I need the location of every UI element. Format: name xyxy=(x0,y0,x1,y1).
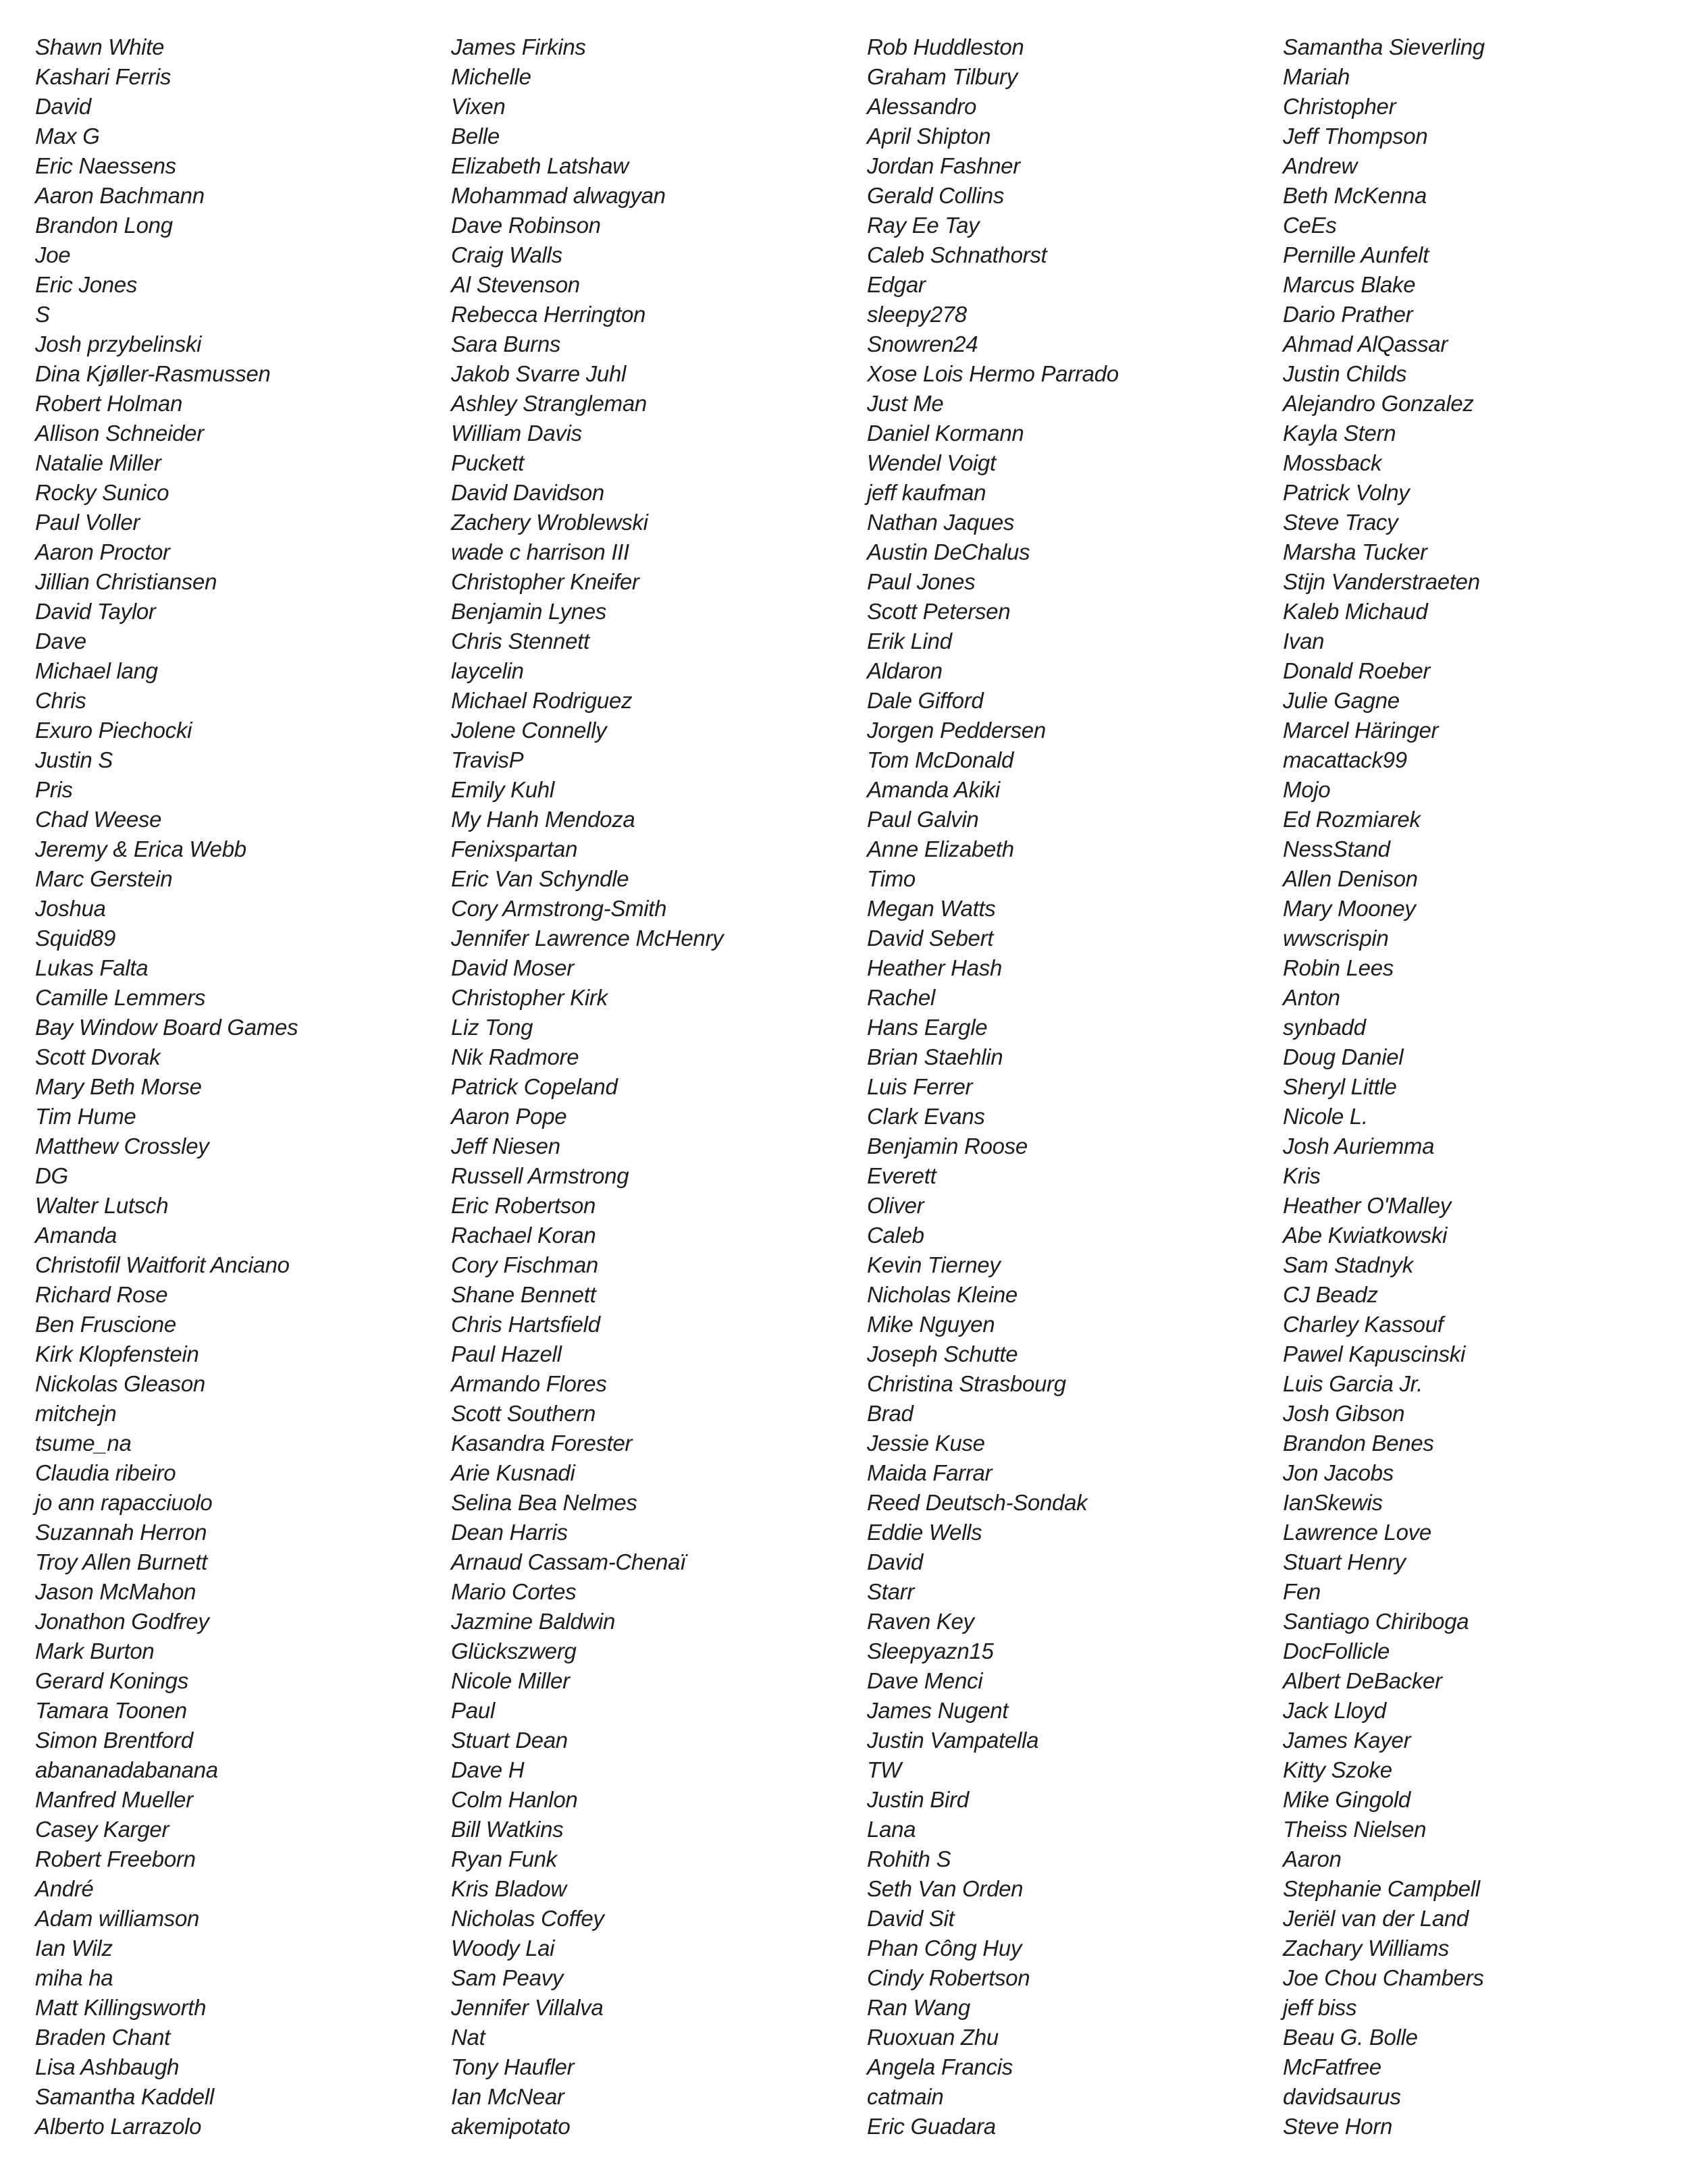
name-entry: Lukas Falta xyxy=(35,955,149,980)
name-entry: Caleb xyxy=(867,1223,924,1248)
name-entry: Benjamin Roose xyxy=(867,1134,1028,1158)
name-entry: Adam williamson xyxy=(35,1906,200,1931)
name-entry: Kasandra Forester xyxy=(451,1431,633,1456)
name-entry: Paul Jones xyxy=(867,569,976,594)
name-entry: Eddie Wells xyxy=(867,1520,982,1545)
name-entry: Jessie Kuse xyxy=(867,1431,985,1456)
name-entry: Braden Chant xyxy=(35,2025,171,2050)
name-entry: Ed Rozmiarek xyxy=(1283,807,1421,832)
name-entry: Beau G. Bolle xyxy=(1283,2025,1418,2050)
name-entry: Nathan Jaques xyxy=(867,510,1015,535)
name-entry: Jeff Niesen xyxy=(451,1134,560,1158)
name-entry: Amanda xyxy=(35,1223,117,1248)
name-entry: Aaron Proctor xyxy=(35,539,170,564)
name-entry: Jeff Thompson xyxy=(1283,124,1428,149)
name-entry: Stephanie Campbell xyxy=(1283,1876,1480,1901)
name-entry: Ran Wang xyxy=(867,1995,970,2020)
name-entry: Patrick Copeland xyxy=(451,1074,618,1099)
name-entry: abananadabanana xyxy=(35,1757,218,1782)
name-entry: DG xyxy=(35,1163,68,1188)
name-entry: Graham Tilbury xyxy=(867,64,1018,89)
name-entry: Michelle xyxy=(451,64,531,89)
name-entry: Patrick Volny xyxy=(1283,480,1410,505)
name-entry: Nik Radmore xyxy=(451,1044,579,1069)
name-entry: Chris xyxy=(35,688,86,713)
name-entry: Kris Bladow xyxy=(451,1876,566,1901)
name-entry: Josh Gibson xyxy=(1283,1401,1405,1426)
name-entry: Simon Brentford xyxy=(35,1728,193,1753)
name-entry: Mariah xyxy=(1283,64,1350,89)
name-entry: Justin Bird xyxy=(867,1787,969,1812)
name-entry: Natalie Miller xyxy=(35,450,161,475)
name-entry: Brian Staehlin xyxy=(867,1044,1003,1069)
name-entry: David xyxy=(35,94,91,119)
name-entry: David Taylor xyxy=(35,599,156,624)
name-entry: jeff biss xyxy=(1283,1995,1357,2020)
name-entry: laycelin xyxy=(451,658,524,683)
name-entry: Tim Hume xyxy=(35,1104,136,1129)
name-entry: Maida Farrar xyxy=(867,1460,993,1485)
name-entry: Kayla Stern xyxy=(1283,421,1396,446)
name-entry: Eric Naessens xyxy=(35,153,176,178)
name-entry: Aaron Pope xyxy=(451,1104,567,1129)
name-entry: Raven Key xyxy=(867,1609,974,1634)
name-entry: Dario Prather xyxy=(1283,302,1413,327)
name-entry: IanSkewis xyxy=(1283,1490,1383,1515)
name-entry: Scott Dvorak xyxy=(35,1044,161,1069)
name-entry: Aaron xyxy=(1283,1846,1342,1871)
name-entry: Marc Gerstein xyxy=(35,866,173,891)
name-entry: Christopher Kneifer xyxy=(451,569,639,594)
name-entry: Christina Strasbourg xyxy=(867,1371,1066,1396)
name-entry: Abe Kwiatkowski xyxy=(1283,1223,1448,1248)
name-entry: Colm Hanlon xyxy=(451,1787,578,1812)
name-entry: William Davis xyxy=(451,421,582,446)
name-entry: akemipotato xyxy=(451,2114,571,2139)
name-entry: Amanda Akiki xyxy=(867,777,1000,802)
name-entry: Christopher Kirk xyxy=(451,985,608,1010)
name-entry: David Sebert xyxy=(867,926,994,951)
name-entry: Beth McKenna xyxy=(1283,183,1427,208)
name-entry: Eric Guadara xyxy=(867,2114,996,2139)
name-entry: James Firkins xyxy=(451,34,586,59)
name-entry: Brandon Benes xyxy=(1283,1431,1434,1456)
name-entry: Rohith S xyxy=(867,1846,951,1871)
name-entry: Mossback xyxy=(1283,450,1382,475)
name-entry: Stijn Vanderstraeten xyxy=(1283,569,1480,594)
name-entry: Scott Southern xyxy=(451,1401,596,1426)
name-entry: Ray Ee Tay xyxy=(867,213,980,238)
name-entry: Walter Lutsch xyxy=(35,1193,169,1218)
name-entry: Jorgen Peddersen xyxy=(867,718,1046,743)
name-entry: Lisa Ashbaugh xyxy=(35,2054,180,2079)
name-entry: macattack99 xyxy=(1283,747,1407,772)
name-entry: Jonathon Godfrey xyxy=(35,1609,209,1634)
name-entry: jeff kaufman xyxy=(867,480,986,505)
name-entry: Jazmine Baldwin xyxy=(451,1609,616,1634)
name-entry: Mario Cortes xyxy=(451,1579,577,1604)
name-entry: Ahmad AlQassar xyxy=(1283,331,1448,356)
name-entry: Arnaud Cassam-Chenaï xyxy=(451,1549,687,1574)
name-entry: Benjamin Lynes xyxy=(451,599,607,624)
name-entry: Austin DeChalus xyxy=(867,539,1030,564)
name-entry: Craig Walls xyxy=(451,242,562,267)
name-entry: Hans Eargle xyxy=(867,1015,988,1040)
name-entry: DocFollicle xyxy=(1283,1639,1390,1663)
name-entry: Phan Công Huy xyxy=(867,1936,1022,1961)
name-entry: Alejandro Gonzalez xyxy=(1283,391,1474,416)
name-entry: Theiss Nielsen xyxy=(1283,1817,1427,1842)
name-entry: Xose Lois Hermo Parrado xyxy=(867,361,1119,386)
name-entry: Troy Allen Burnett xyxy=(35,1549,208,1574)
name-entry: Samantha Sieverling xyxy=(1283,34,1485,59)
name-entry: Cory Armstrong-Smith xyxy=(451,896,667,921)
name-entry: Heather Hash xyxy=(867,955,1003,980)
name-entry: Sheryl Little xyxy=(1283,1074,1397,1099)
name-entry: Michael Rodriguez xyxy=(451,688,633,713)
name-entry: Brad xyxy=(867,1401,914,1426)
name-entry: synbadd xyxy=(1283,1015,1366,1040)
name-entry: Steve Horn xyxy=(1283,2114,1393,2139)
name-entry: Fenixspartan xyxy=(451,836,578,861)
name-entry: NessStand xyxy=(1283,836,1390,861)
name-entry: Vixen xyxy=(451,94,506,119)
name-entry: Elizabeth Latshaw xyxy=(451,153,629,178)
name-entry: Seth Van Orden xyxy=(867,1876,1024,1901)
name-entry: Matthew Crossley xyxy=(35,1134,209,1158)
name-entry: Mike Gingold xyxy=(1283,1787,1410,1812)
name-entry: Rob Huddleston xyxy=(867,34,1024,59)
name-entry: sleepy278 xyxy=(867,302,967,327)
name-entry: Megan Watts xyxy=(867,896,996,921)
name-entry: Mark Burton xyxy=(35,1639,155,1663)
name-entry: Liz Tong xyxy=(451,1015,533,1040)
name-entry: Allen Denison xyxy=(1283,866,1418,891)
name-entry: Dave H xyxy=(451,1757,525,1782)
name-entry: David Davidson xyxy=(451,480,604,505)
name-entry: Anne Elizabeth xyxy=(867,836,1014,861)
name-entry: André xyxy=(35,1876,94,1901)
name-entry: Fen xyxy=(1283,1579,1321,1604)
name-entry: Pris xyxy=(35,777,73,802)
name-entry: Paul Hazell xyxy=(451,1341,562,1366)
name-entry: Rocky Sunico xyxy=(35,480,169,505)
name-entry: Dean Harris xyxy=(451,1520,568,1545)
name-entry: Ian McNear xyxy=(451,2084,564,2109)
name-entry: Heather O'Malley xyxy=(1283,1193,1452,1218)
name-entry: Camille Lemmers xyxy=(35,985,206,1010)
name-entry: Alberto Larrazolo xyxy=(35,2114,202,2139)
name-entry: Sam Peavy xyxy=(451,1965,564,1990)
name-entry: Shawn White xyxy=(35,34,165,59)
name-entry: Mary Beth Morse xyxy=(35,1074,202,1099)
name-entry: Robert Freeborn xyxy=(35,1846,196,1871)
name-entry: Sara Burns xyxy=(451,331,561,356)
name-entry: Kaleb Michaud xyxy=(1283,599,1428,624)
name-entry: Ruoxuan Zhu xyxy=(867,2025,999,2050)
name-entry: Jillian Christiansen xyxy=(35,569,217,594)
name-entry: Scott Petersen xyxy=(867,599,1011,624)
name-entry: catmain xyxy=(867,2084,944,2109)
name-entry: Andrew xyxy=(1283,153,1358,178)
name-entry: Shane Bennett xyxy=(451,1282,596,1307)
name-entry: Joe Chou Chambers xyxy=(1283,1965,1484,1990)
name-entry: Marcel Häringer xyxy=(1283,718,1439,743)
name-entry: Zachery Wroblewski xyxy=(451,510,648,535)
name-entry: Allison Schneider xyxy=(35,421,204,446)
name-entry: Dale Gifford xyxy=(867,688,984,713)
name-column-4 xyxy=(1283,32,1688,2141)
name-entry: Wendel Voigt xyxy=(867,450,996,475)
name-entry: Gerald Collins xyxy=(867,183,1005,208)
name-entry: Steve Tracy xyxy=(1283,510,1398,535)
name-entry: Joe xyxy=(35,242,71,267)
name-entry: Sam Stadnyk xyxy=(1283,1252,1413,1277)
name-entry: Chris Stennett xyxy=(451,629,589,654)
name-entry: Nicole Miller xyxy=(451,1668,570,1693)
name-entry: Jon Jacobs xyxy=(1283,1460,1394,1485)
name-entry: Samantha Kaddell xyxy=(35,2084,214,2109)
name-entry: Dina Kjøller-Rasmussen xyxy=(35,361,271,386)
name-entry: Aaron Bachmann xyxy=(35,183,205,208)
name-entry: Nat xyxy=(451,2025,485,2050)
name-entry: Cory Fischman xyxy=(451,1252,598,1277)
name-entry: Edgar xyxy=(867,272,926,297)
name-entry: Christopher xyxy=(1283,94,1396,119)
name-entry: David Sit xyxy=(867,1906,955,1931)
name-entry: Donald Roeber xyxy=(1283,658,1431,683)
name-entry: wwscrispin xyxy=(1283,926,1389,951)
name-entry: Glückszwerg xyxy=(451,1639,577,1663)
name-entry: Dave xyxy=(35,629,86,654)
name-entry: Cindy Robertson xyxy=(867,1965,1030,1990)
name-entry: Zachary Williams xyxy=(1283,1936,1450,1961)
name-entry: Joshua xyxy=(35,896,106,921)
name-entry: Lana xyxy=(867,1817,916,1842)
name-entry: David xyxy=(867,1549,923,1574)
name-entry: Angela Francis xyxy=(867,2054,1013,2079)
name-entry: Michael lang xyxy=(35,658,158,683)
name-entry: Kris xyxy=(1283,1163,1321,1188)
name-entry: Al Stevenson xyxy=(451,272,580,297)
name-entry: Starr xyxy=(867,1579,915,1604)
name-entry: Jennifer Lawrence McHenry xyxy=(451,926,724,951)
name-entry: Justin Childs xyxy=(1283,361,1407,386)
name-entry: Justin Vampatella xyxy=(867,1728,1039,1753)
name-entry: Just Me xyxy=(867,391,944,416)
name-entry: Manfred Mueller xyxy=(35,1787,193,1812)
name-entry: Armando Flores xyxy=(451,1371,607,1396)
name-entry: Belle xyxy=(451,124,500,149)
name-column-3 xyxy=(867,32,1272,2141)
name-entry: Jason McMahon xyxy=(35,1579,196,1604)
name-entry: Jeremy & Erica Webb xyxy=(35,836,246,861)
name-column-2 xyxy=(451,32,856,2141)
name-entry: Kitty Szoke xyxy=(1283,1757,1392,1782)
name-entry: Sleepyazn15 xyxy=(867,1639,994,1663)
name-entry: Daniel Kormann xyxy=(867,421,1024,446)
name-entry: Eric Jones xyxy=(35,272,138,297)
name-entry: tsume_na xyxy=(35,1431,132,1456)
name-entry: Josh przybelinski xyxy=(35,331,202,356)
name-entry: Chad Weese xyxy=(35,807,162,832)
name-entry: Jennifer Villalva xyxy=(451,1995,604,2020)
name-entry: Albert DeBacker xyxy=(1283,1668,1442,1693)
name-entry: Tom McDonald xyxy=(867,747,1014,772)
name-entry: Rachel xyxy=(867,985,935,1010)
name-entry: Luis Garcia Jr. xyxy=(1283,1371,1423,1396)
name-entry: wade c harrison III xyxy=(451,539,629,564)
name-entry: Dave Robinson xyxy=(451,213,601,238)
name-entry: Rebecca Herrington xyxy=(451,302,646,327)
name-entry: Charley Kassouf xyxy=(1283,1312,1444,1337)
name-entry: Ryan Funk xyxy=(451,1846,557,1871)
name-entry: Paul Voller xyxy=(35,510,140,535)
name-entry: Marsha Tucker xyxy=(1283,539,1427,564)
name-entry: Squid89 xyxy=(35,926,116,951)
name-entry: Woody Lai xyxy=(451,1936,555,1961)
name-entry: Timo xyxy=(867,866,916,891)
name-entry: Mary Mooney xyxy=(1283,896,1416,921)
name-entry: Aldaron xyxy=(867,658,943,683)
name-entry: Suzannah Herron xyxy=(35,1520,207,1545)
name-entry: Max G xyxy=(35,124,100,149)
name-entry: James Kayer xyxy=(1283,1728,1411,1753)
name-entry: Paul xyxy=(451,1698,495,1723)
name-entry: Alessandro xyxy=(867,94,977,119)
name-entry: Jolene Connelly xyxy=(451,718,607,743)
name-entry: Julie Gagne xyxy=(1283,688,1400,713)
name-entry: April Shipton xyxy=(867,124,991,149)
name-column-1 xyxy=(35,32,440,2141)
name-entry: Selina Bea Nelmes xyxy=(451,1490,637,1515)
name-entry: Erik Lind xyxy=(867,629,952,654)
name-entry: Ivan xyxy=(1283,629,1325,654)
name-entry: Eric Van Schyndle xyxy=(451,866,629,891)
name-entry: Bay Window Board Games xyxy=(35,1015,298,1040)
name-entry: Pernille Aunfelt xyxy=(1283,242,1429,267)
name-entry: Kirk Klopfenstein xyxy=(35,1341,199,1366)
name-entry: Brandon Long xyxy=(35,213,173,238)
name-entry: Emily Kuhl xyxy=(451,777,554,802)
name-entry: Clark Evans xyxy=(867,1104,985,1129)
name-entry: Rachael Koran xyxy=(451,1223,596,1248)
name-entry: Caleb Schnathorst xyxy=(867,242,1047,267)
name-entry: Ashley Strangleman xyxy=(451,391,647,416)
name-entry: Kashari Ferris xyxy=(35,64,172,89)
name-entry: Jordan Fashner xyxy=(867,153,1020,178)
name-entry: Anton xyxy=(1283,985,1340,1010)
name-entry: Oliver xyxy=(867,1193,924,1218)
name-entry: Marcus Blake xyxy=(1283,272,1416,297)
name-entry: jo ann rapacciuolo xyxy=(35,1490,213,1515)
name-entry: David Moser xyxy=(451,955,574,980)
name-entry: Snowren24 xyxy=(867,331,978,356)
name-entry: Luis Ferrer xyxy=(867,1074,973,1099)
name-entry: Tamara Toonen xyxy=(35,1698,187,1723)
name-entry: Ben Fruscione xyxy=(35,1312,176,1337)
name-entry: Jakob Svarre Juhl xyxy=(451,361,627,386)
name-entry: Bill Watkins xyxy=(451,1817,564,1842)
name-entry: miha ha xyxy=(35,1965,113,1990)
name-entry: Stuart Henry xyxy=(1283,1549,1406,1574)
name-entry: Paul Galvin xyxy=(867,807,979,832)
name-entry: Chris Hartsfield xyxy=(451,1312,600,1337)
name-entry: Pawel Kapuscinski xyxy=(1283,1341,1466,1366)
name-entry: Lawrence Love xyxy=(1283,1520,1431,1545)
name-entry: Reed Deutsch-Sondak xyxy=(867,1490,1088,1515)
name-entry: Josh Auriemma xyxy=(1283,1134,1435,1158)
name-entry: Russell Armstrong xyxy=(451,1163,629,1188)
name-entry: Nicholas Coffey xyxy=(451,1906,604,1931)
name-entry: Everett xyxy=(867,1163,937,1188)
name-entry: CeEs xyxy=(1283,213,1337,238)
name-entry: Jack Lloyd xyxy=(1283,1698,1386,1723)
name-entry: Mojo xyxy=(1283,777,1331,802)
name-entry: Ian Wilz xyxy=(35,1936,113,1961)
name-entry: Mohammad alwagyan xyxy=(451,183,666,208)
name-entry: Stuart Dean xyxy=(451,1728,568,1753)
name-entry: TravisP xyxy=(451,747,524,772)
name-entry: Robin Lees xyxy=(1283,955,1394,980)
name-entry: Nicholas Kleine xyxy=(867,1282,1018,1307)
name-entry: Puckett xyxy=(451,450,524,475)
name-entry: Justin S xyxy=(35,747,113,772)
name-entry: Arie Kusnadi xyxy=(451,1460,575,1485)
name-entry: davidsaurus xyxy=(1283,2084,1401,2109)
name-entry: Kevin Tierney xyxy=(867,1252,1001,1277)
name-entry: Nickolas Gleason xyxy=(35,1371,205,1396)
name-entry: Doug Daniel xyxy=(1283,1044,1404,1069)
name-entry: Dave Menci xyxy=(867,1668,983,1693)
name-entry: Matt Killingsworth xyxy=(35,1995,207,2020)
name-entry: Claudia ribeiro xyxy=(35,1460,176,1485)
name-entry: Exuro Piechocki xyxy=(35,718,192,743)
name-entry: My Hanh Mendoza xyxy=(451,807,635,832)
name-entry: CJ Beadz xyxy=(1283,1282,1378,1307)
name-entry: Jeriël van der Land xyxy=(1283,1906,1469,1931)
name-entry: Richard Rose xyxy=(35,1282,168,1307)
name-entry: Tony Haufler xyxy=(451,2054,575,2079)
name-entry: Eric Robertson xyxy=(451,1193,596,1218)
name-entry: Gerard Konings xyxy=(35,1668,188,1693)
name-entry: Nicole L. xyxy=(1283,1104,1368,1129)
name-entry: James Nugent xyxy=(867,1698,1009,1723)
name-entry: TW xyxy=(867,1757,901,1782)
name-entry: Robert Holman xyxy=(35,391,183,416)
name-entry: Santiago Chiriboga xyxy=(1283,1609,1469,1634)
name-entry: Christofil Waitforit Anciano xyxy=(35,1252,290,1277)
name-entry: Joseph Schutte xyxy=(867,1341,1018,1366)
name-entry: McFatfree xyxy=(1283,2054,1381,2079)
name-entry: mitchejn xyxy=(35,1401,117,1426)
name-entry: Casey Karger xyxy=(35,1817,169,1842)
name-entry: S xyxy=(35,302,50,327)
name-entry: Mike Nguyen xyxy=(867,1312,995,1337)
